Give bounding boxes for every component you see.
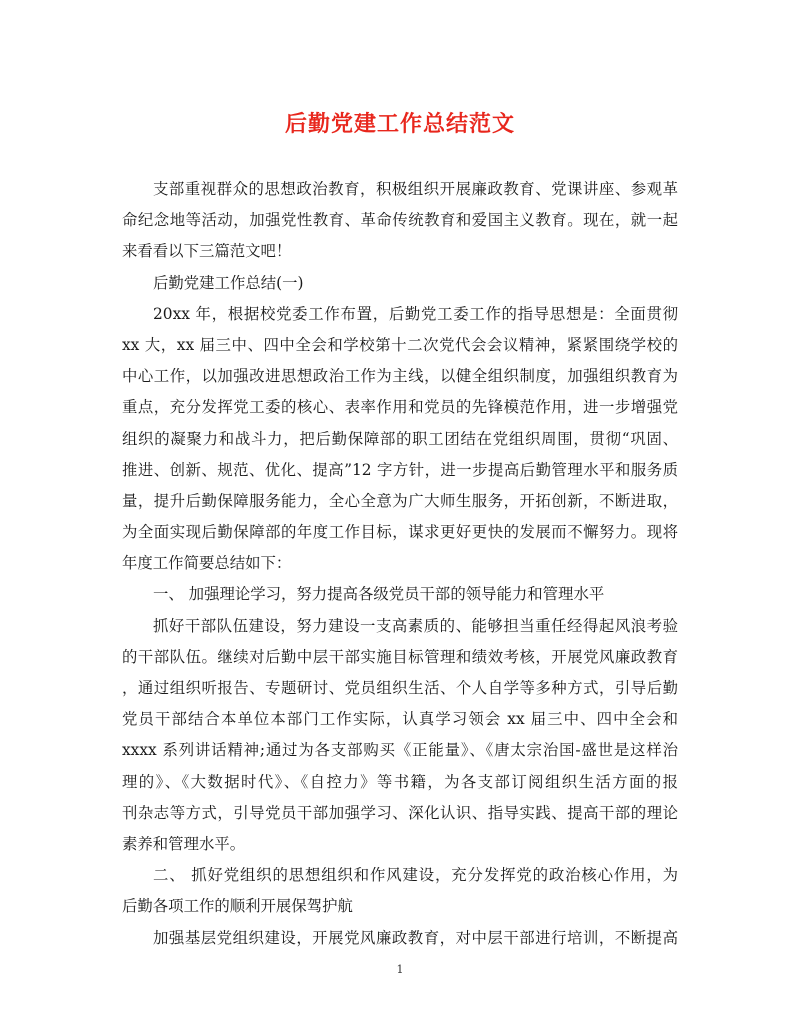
body-line: 理的》、《大数据时代》、《自控力》等书籍，为各支部订阅组织生活方面的报 bbox=[122, 772, 678, 791]
body-line: 支部重视群众的思想政治教育，积极组织开展廉政教育、党课讲座、参观革 bbox=[153, 180, 678, 198]
body-line: 年度工作简要总结如下： bbox=[122, 554, 292, 573]
body-line: 来看看以下三篇范文吧！ bbox=[122, 242, 292, 261]
body-line: 为全面实现后勤保障部的年度工作目标，谋求更好更快的发展而不懈努力。现将 bbox=[122, 523, 678, 542]
body-line: 中心工作，以加强改进思想政治工作为主线，以健全组织制度，加强组织教育为 bbox=[122, 367, 678, 386]
document-body bbox=[122, 174, 678, 954]
body-line: 二、 抓好党组织的思想组织和作风建设，充分发挥党的政治核心作用，为 bbox=[153, 866, 678, 885]
body-line: xx 大，xx 届三中、四中全会和学校第十二次党代会会议精神，紧紧围绕学校的 bbox=[122, 335, 678, 354]
document-title: 后勤党建工作总结范文 bbox=[284, 111, 515, 137]
body-line: 推进、创新、规范、优化、提高”12 字方针，进一步提高后勤管理水平和服务质 bbox=[122, 460, 678, 479]
body-line: 素养和管理水平。 bbox=[122, 834, 246, 853]
body-line: 命纪念地等活动，加强党性教育、革命传统教育和爱国主义教育。现在，就一起 bbox=[122, 211, 678, 230]
body-line: 量，提升后勤保障服务能力，全心全意为广大师生服务，开拓创新，不断进取， bbox=[122, 491, 678, 510]
body-line: 的干部队伍。继续对后勤中层干部实施目标管理和绩效考核，开展党风廉政教育 bbox=[122, 647, 678, 666]
body-line: 20xx 年，根据校党委工作布置，后勤党工委工作的指导思想是：全面贯彻 bbox=[153, 304, 678, 323]
body-line: xxxx 系列讲话精神;通过为各支部购买《正能量》、《唐太宗治国-盛世是这样治 bbox=[122, 741, 678, 760]
body-line: 重点，充分发挥党工委的核心、表率作用和党员的先锋模范作用，进一步增强党 bbox=[122, 398, 678, 417]
body-line: 组织的凝聚力和战斗力，把后勤保障部的职工团结在党组织周围，贯彻“巩固、 bbox=[122, 429, 678, 448]
body-line: 刊杂志等方式，引导党员干部加强学习、深化认识、指导实践、提高干部的理论 bbox=[122, 803, 678, 822]
body-line: 加强基层党组织建设，开展党风廉政教育，对中层干部进行培训，不断提高 bbox=[153, 928, 678, 947]
body-line: 后勤各项工作的顺利开展保驾护航 bbox=[122, 897, 353, 916]
body-line: 后勤党建工作总结(一) bbox=[153, 273, 304, 292]
body-line: 党员干部结合本单位本部门工作实际，认真学习领会 xx 届三中、四中全会和 bbox=[122, 710, 678, 729]
body-line: 一、 加强理论学习，努力提高各级党员干部的领导能力和管理水平 bbox=[153, 585, 605, 604]
body-line: ，通过组织听报告、专题研讨、党员组织生活、个人自学等多种方式，引导后勤 bbox=[122, 679, 678, 697]
body-line: 抓好干部队伍建设，努力建设一支高素质的、能够担当重任经得起风浪考验 bbox=[153, 616, 678, 635]
page-number: 1 bbox=[396, 963, 404, 976]
